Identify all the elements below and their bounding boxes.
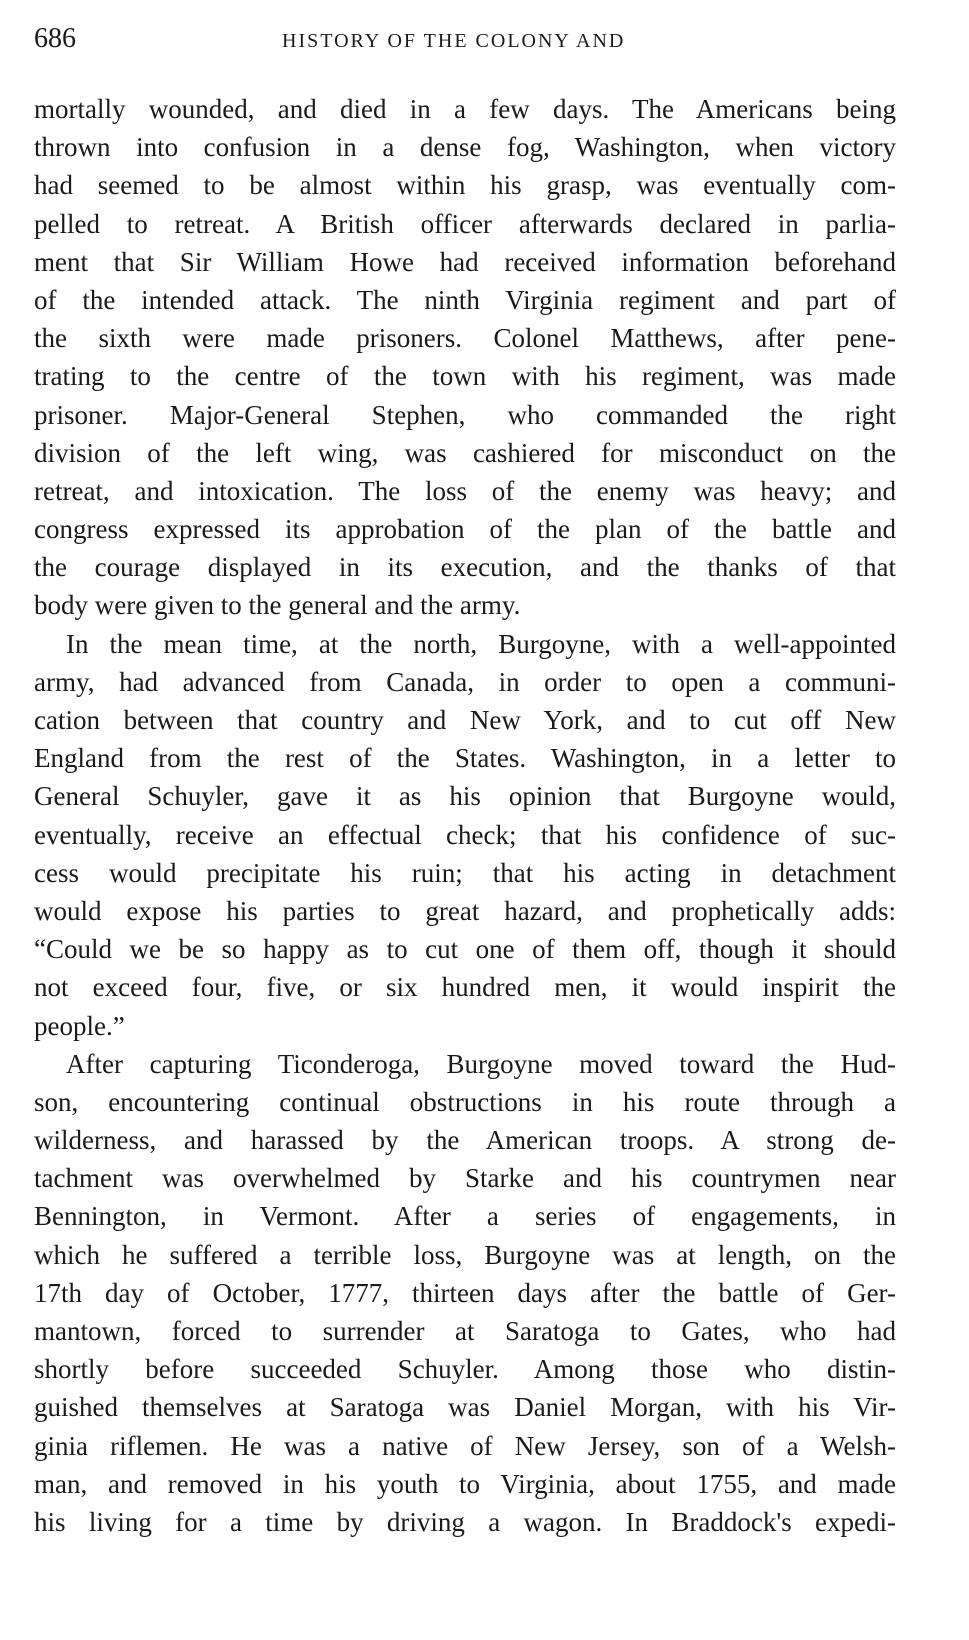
text-line: pelled to retreat. A British officer afterwards declared in parlia- <box>34 208 896 239</box>
text-line: mortally wounded, and died in a few days. The Americans being <box>34 94 896 124</box>
text-line: England from the rest of the States. Washington, in a letter to <box>34 743 896 774</box>
text-line: After capturing Ticonderoga, Burgoyne moved toward the Hud- <box>66 1048 896 1079</box>
text-line: had seemed to be almost within his grasp, was eventually com- <box>34 170 896 201</box>
text-line: son, encountering continual obstructions in his route through a <box>34 1086 896 1117</box>
text-line: cation between that country and New York, and to cut off New <box>34 705 896 735</box>
text-line: 17th day of October, 1777, thirteen days after the battle of Ger- <box>34 1277 896 1308</box>
page-header <box>34 18 914 58</box>
text-line: division of the left wing, was cashiered for misconduct on the <box>34 437 896 468</box>
text-line: In the mean time, at the north, Burgoyne, with a well-appointed <box>66 628 896 659</box>
paragraph-2 <box>34 625 896 1045</box>
text-line: army, had advanced from Canada, in order to open a communi- <box>34 666 896 697</box>
text-line: thrown into confusion in a dense fog, Washington, when victory <box>34 132 896 163</box>
text-line: Bennington, in Vermont. After a series of engagements, in <box>34 1201 896 1232</box>
text-line: eventually, receive an effectual check; that his confidence of suc- <box>34 819 896 850</box>
text-line: “Could we be so happy as to cut one of them off, though it should <box>34 934 896 965</box>
text-line: man, and removed in his youth to Virginia, about 1755, and made <box>34 1468 896 1499</box>
text-line: cess would precipitate his ruin; that his acting in detachment <box>34 857 896 888</box>
text-line: General Schuyler, gave it as his opinion that Burgoyne would, <box>34 781 896 812</box>
text-line: wilderness, and harassed by the American troops. A strong de- <box>34 1125 896 1156</box>
paragraph-3 <box>34 1045 896 1541</box>
body-text <box>34 90 896 1541</box>
text-line: people.” <box>34 1010 125 1041</box>
text-line: congress expressed its approbation of the plan of the battle and <box>34 514 896 545</box>
text-line: prisoner. Major-General Stephen, who commanded the right <box>34 399 896 430</box>
text-line: would expose his parties to great hazard, and prophetically adds: <box>34 895 896 926</box>
text-line: not exceed four, five, or six hundred men, it would inspirit the <box>34 972 896 1003</box>
text-line: his living for a time by driving a wagon. In Braddock's expedi- <box>34 1506 896 1537</box>
text-line: ginia riflemen. He was a native of New Jersey, son of a Welsh- <box>34 1430 896 1461</box>
page-number: 686 <box>34 23 76 54</box>
text-line: retreat, and intoxication. The loss of the enemy was heavy; and <box>34 475 896 506</box>
text-line: the courage displayed in its execution, and the thanks of that <box>34 552 896 583</box>
text-line: which he suffered a terrible loss, Burgoyne was at length, on the <box>34 1239 896 1270</box>
text-line: tachment was overwhelmed by Starke and his countrymen near <box>34 1163 896 1194</box>
text-line: of the intended attack. The ninth Virginia regiment and part of <box>34 284 896 315</box>
text-line: shortly before succeeded Schuyler. Among those who distin- <box>34 1354 896 1385</box>
text-line: the sixth were made prisoners. Colonel Matthews, after pene- <box>34 323 896 354</box>
paragraph-1 <box>34 90 896 625</box>
text-line: body were given to the general and the army. <box>34 590 521 621</box>
text-line: ment that Sir William Howe had received information beforehand <box>34 246 896 277</box>
text-line: mantown, forced to surrender at Saratoga to Gates, who had <box>34 1316 896 1346</box>
running-head: HISTORY OF THE COLONY AND <box>282 30 626 52</box>
text-line: trating to the centre of the town with his regiment, was made <box>34 361 896 392</box>
text-line: guished themselves at Saratoga was Daniel Morgan, with his Vir- <box>34 1392 896 1423</box>
